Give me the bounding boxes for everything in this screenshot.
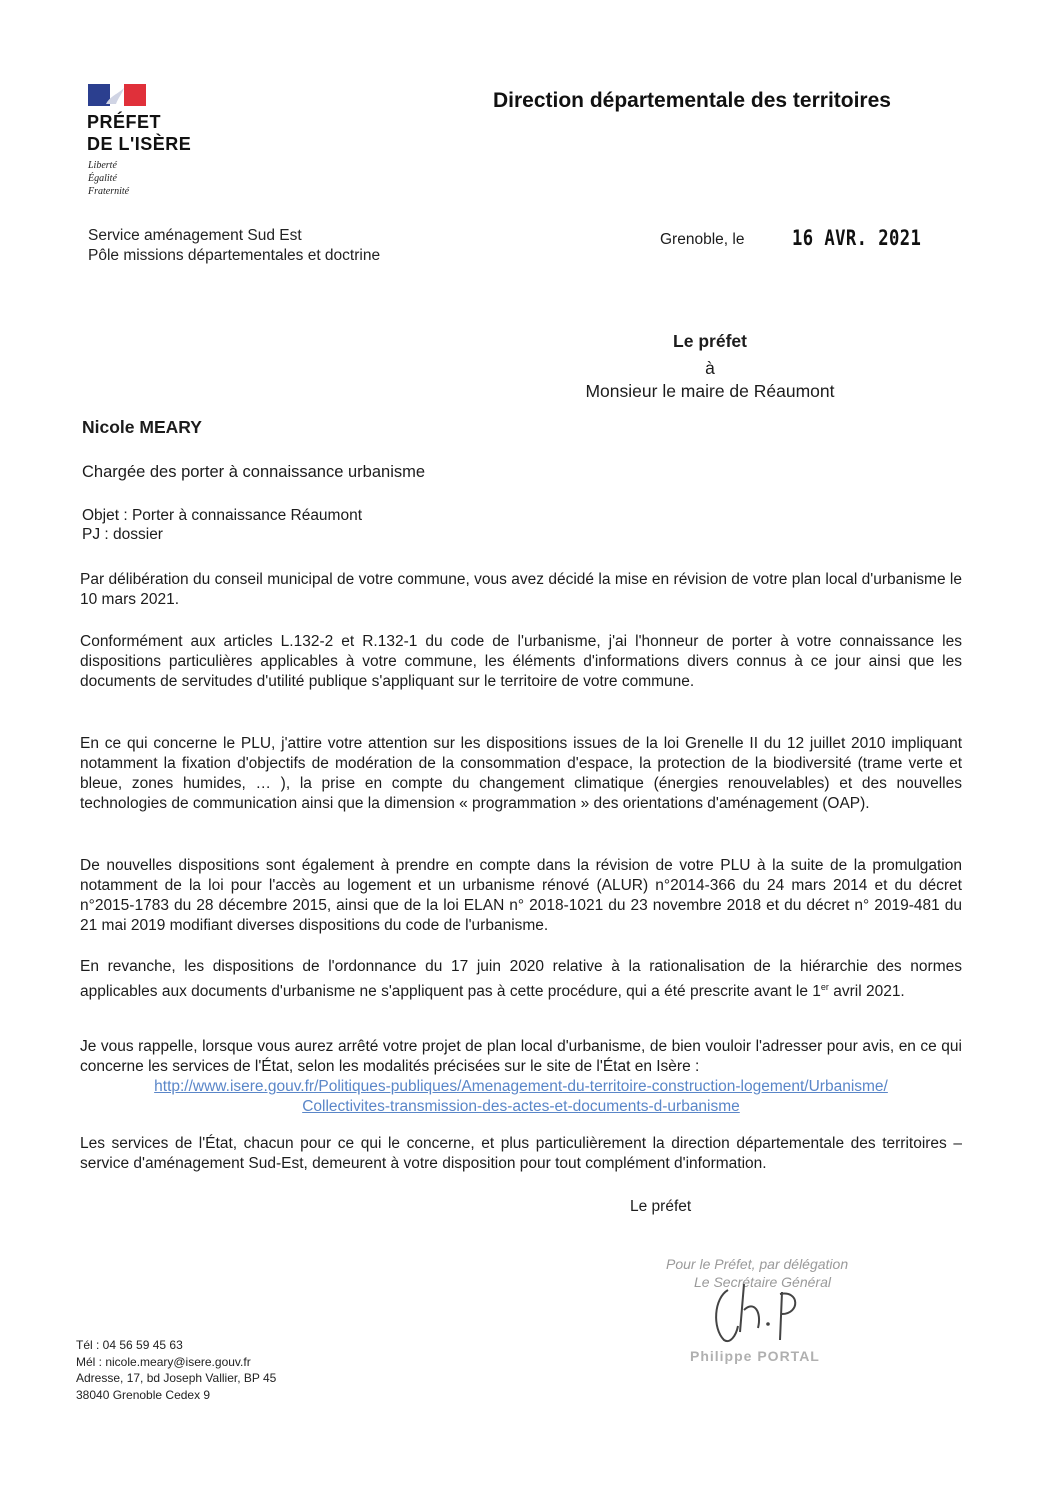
contact-name: Nicole MEARY [82, 417, 202, 437]
paragraph-1: Par délibération du conseil municipal de votre commune, vous avez décidé la mise en révision de votre plan local d'urbanisme le 10 mars 2021. [80, 571, 962, 608]
paragraph-4: De nouvelles dispositions sont également à prendre en compte dans la révision de votre PLU à la suite de la promulgation notamment de la loi pour l'accès au logement et un urbanisme rénové (ALUR) n°2014-366 du 24 mars 2014 et du décret n°2015-1783 du 28 décembre 2015, ainsi que de la loi ELAN n° 2018-1021 du 23 novembre 2018 et du décret n° 2019-481 du 21 mai 2019 modifiant diverses dispositions du code de l'urbanisme. [80, 857, 962, 934]
motto-fraternite: Fraternité [88, 186, 130, 197]
service-line2: Pôle missions départementales et doctrine [88, 247, 381, 264]
delegation-stamp-line1: Pour le Préfet, par délégation [666, 1256, 849, 1272]
paragraph-3: En ce qui concerne le PLU, j'attire votre attention sur les dispositions issues de la loi Grenelle II du 12 juillet 2010 impliquant notamment la fixation d'objectifs de modération de la consommation d'espace, la protection de la biodiversité (trame verte et bleue, zones humides, … ), la prise en compte du changement climatique (énergies renouvelables) et des nouvelles technologies de communication ainsi que la dimension « programmation » des orientations d'aménagement (OAP). [80, 735, 962, 812]
motto-liberte: Liberté [88, 160, 117, 171]
sender-title: Le préfet [673, 331, 747, 351]
date-stamp: 16 AVR. 2021 [792, 226, 922, 250]
paragraph-5-sup: er [820, 982, 829, 992]
footer-phone: Tél : 04 56 59 45 63 [76, 1338, 183, 1352]
footer-address: Adresse, 17, bd Joseph Vallier, BP 45 [76, 1371, 277, 1385]
closing-signature: Le préfet [630, 1198, 692, 1215]
subject-line: Objet : Porter à connaissance Réaumont [82, 507, 363, 524]
urbanisme-link-line1[interactable]: http://www.isere.gouv.fr/Politiques-publiques/Amenagement-du-territoire-construction-logement/Urbanisme/ [154, 1078, 888, 1095]
footer-email: Mél : nicole.meary@isere.gouv.fr [76, 1355, 251, 1369]
urbanisme-link-line2[interactable]: Collectivites-transmission-des-actes-et-documents-d-urbanisme [302, 1098, 740, 1115]
paragraph-2: Conformément aux articles L.132-2 et R.132-1 du code de l'urbanisme, j'ai l'honneur de porter à votre connaissance les dispositions particulières applicables à votre commune, les éléments d'informations divers connus à ce jour ainsi que les documents de servitudes d'utilité publique s'appliquant sur le territoire de votre commune. [80, 633, 962, 690]
contact-role: Chargée des porter à connaissance urbanisme [82, 463, 426, 481]
paragraph-6: Je vous rappelle, lorsque vous aurez arrêté votre projet de plan local d'urbanisme, de bien vouloir l'adresser pour avis, en ce qui concerne les services de l'État, selon les modalités précisées sur le site de l'État en Isère : [80, 1038, 962, 1075]
motto-egalite: Égalité [88, 173, 117, 184]
handwritten-signature [700, 1270, 810, 1350]
to-word: à [705, 358, 715, 378]
attachment-line: PJ : dossier [82, 526, 163, 543]
paragraph-5-text: En revanche, les dispositions de l'ordonnance du 17 juin 2020 relative à la rationalisation de la hiérarchie des normes applicables aux documents d'urbanisme ne s'appliquent pas à cette procédure, qui a été prescrite avant le 1 [80, 958, 962, 1001]
city-date-prefix: Grenoble, le [660, 231, 745, 248]
recipient: Monsieur le maire de Réaumont [585, 381, 835, 401]
footer-city: 38040 Grenoble Cedex 9 [76, 1388, 211, 1402]
department-title: Direction départementale des territoires [493, 89, 891, 112]
marianne-flag-logo [88, 84, 146, 106]
service-line1: Service aménagement Sud Est [88, 227, 302, 244]
delegation-stamp-line2: Le Secrétaire Général [694, 1274, 831, 1290]
paragraph-7: Les services de l'État, chacun pour ce qui le concerne, et plus particulièrement la direction départementale des territoires – service d'aménagement Sud-Est, demeurent à votre disposition pour tout complément d'information. [80, 1135, 962, 1172]
prefet-line2: DE L'ISÈRE [87, 134, 192, 154]
paragraph-5 [80, 957, 962, 1002]
prefet-line1: PRÉFET [87, 112, 162, 132]
paragraph-5-end: avril 2021. [828, 983, 905, 1001]
delegation-stamp-name: Philippe PORTAL [690, 1348, 820, 1364]
